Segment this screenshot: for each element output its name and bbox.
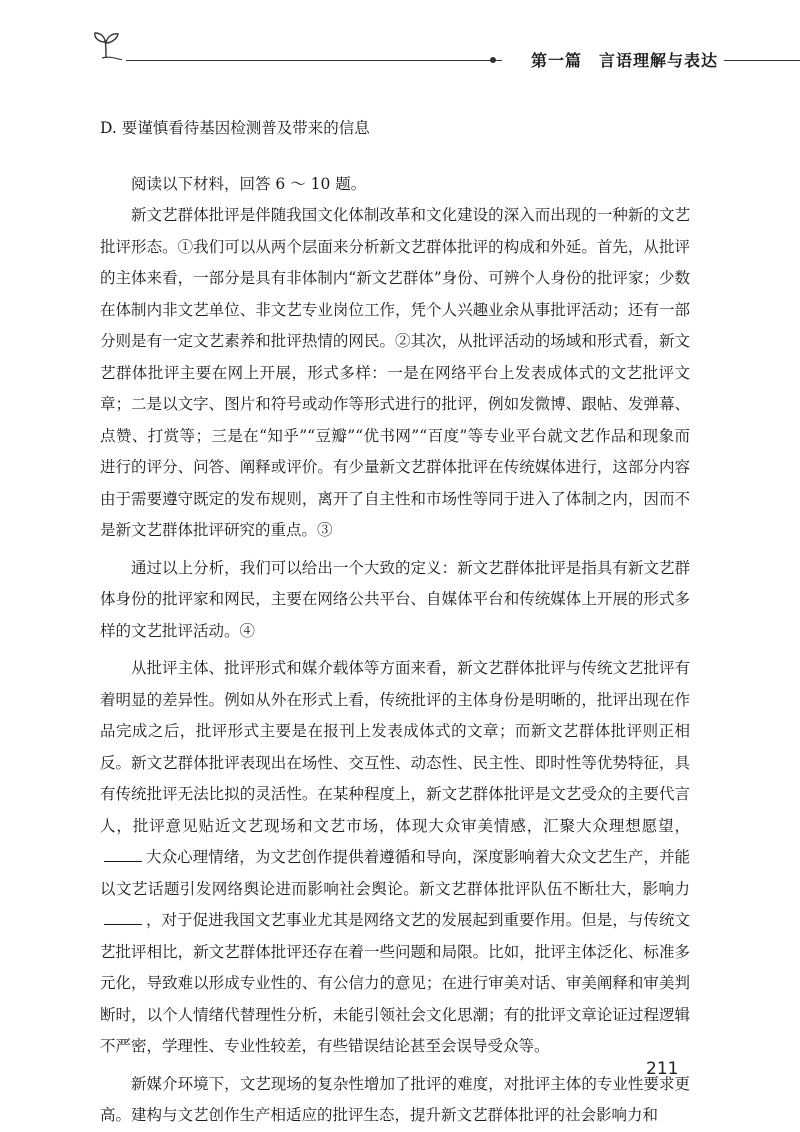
fill-blank-1	[104, 847, 142, 862]
paragraph-3-part-b: 大众心理情绪，为文艺创作提供着遵循和导向，深度影响着大众文艺生产，并能以文艺话题引发网络舆论进而影响社会舆论。新文艺群体批评队伍不断壮大，影响力	[100, 848, 690, 898]
sprout-icon	[92, 30, 126, 60]
paragraph-3-part-c: ，对于促进我国文艺事业尤其是网络文艺的发展起到重要作用。但是，与传统文艺批评相比，新文艺群体批评还存在着一些问题和局限。比如，批评主体泛化、标准多元化，导致难以形成专业性的、有公信力的意见；在进行审美对话、审美阐释和审美判断时，以个人情绪代替理性分析，未能引领社会文化思潮；有的批评文章论证过程逻辑不严密，学理性、专业性较差，有些错误结论甚至会误导受众等。	[100, 911, 690, 1055]
paragraph-3	[100, 653, 690, 1063]
question-instruction: 阅读以下材料，回答 6 ～ 10 题。	[131, 174, 367, 193]
paragraph-3-part-a: 从批评主体、批评形式和媒介载体等方面来看，新文艺群体批评与传统文艺批评有着明显的差异性。例如从外在形式上看，传统批评的主体身份是明晰的，批评出现在作品完成之后，批评形式主要是在报刊上发表成体式的文章；而新文艺群体批评则正相反。新文艺群体批评表现出在场性、交互性、动态性、民主性、即时性等优势特征，具有传统批评无法比拟的灵活性。在某种程度上，新文艺群体批评是文艺受众的主要代言人，批评意见贴近文艺现场和文艺市场，体现大众审美情感，汇聚大众理想愿望，	[100, 659, 690, 835]
page-body	[100, 113, 690, 1132]
paragraph-1: 新文艺群体批评是伴随我国文化体制改革和文化建设的深入而出现的一种新的文艺批评形态。①我们可以从两个层面来分析新文艺群体批评的构成和外延。首先，从批评的主体来看，一部分是具有非体制内“新文艺群体”身份、可辨个人身份的批评家；少数在体制内非文艺单位、非文艺专业岗位工作，凭个人兴趣业余从事批评活动；还有一部分则是有一定文艺素养和批评热情的网民。②其次，从批评活动的场域和形式看，新文艺群体批评主要在网上开展，形式多样：一是在网络平台上发表成体式的文艺批评文章；二是以文字、图片和符号或动作等形式进行的批评，例如发微博、跟帖、发弹幕、点赞、打赏等；三是在“知乎”“豆瓣”“优书网”“百度”等专业平台就文艺作品和现象而进行的评分、问答、阐释或评价。有少量新文艺群体批评在传统媒体进行，这部分内容由于需要遵守既定的发布规则，离开了自主性和市场性等同于进入了体制之内，因而不是新文艺群体批评研究的重点。③	[100, 206, 690, 539]
page-number: 211	[646, 1059, 679, 1079]
paragraph-4: 新媒介环境下，文艺现场的复杂性增加了批评的难度，对批评主体的专业性要求更高。建构与文艺创作生产相适应的批评生态，提升新文艺群体批评的社会影响力和	[100, 1074, 690, 1124]
answer-option-d: D. 要谨慎看待基因检测普及带来的信息	[100, 119, 370, 137]
header-dot	[490, 57, 496, 63]
paragraph-2: 通过以上分析，我们可以给出一个大致的定义：新文艺群体批评是指具有新文艺群体身份的批评家和网民，主要在网络公共平台、自媒体平台和传统媒体上开展的形式多样的文艺批评活动。④	[100, 558, 690, 640]
running-header	[92, 30, 800, 70]
fill-blank-2	[104, 910, 142, 925]
section-title: 第一篇 言语理解与表达	[502, 48, 724, 71]
